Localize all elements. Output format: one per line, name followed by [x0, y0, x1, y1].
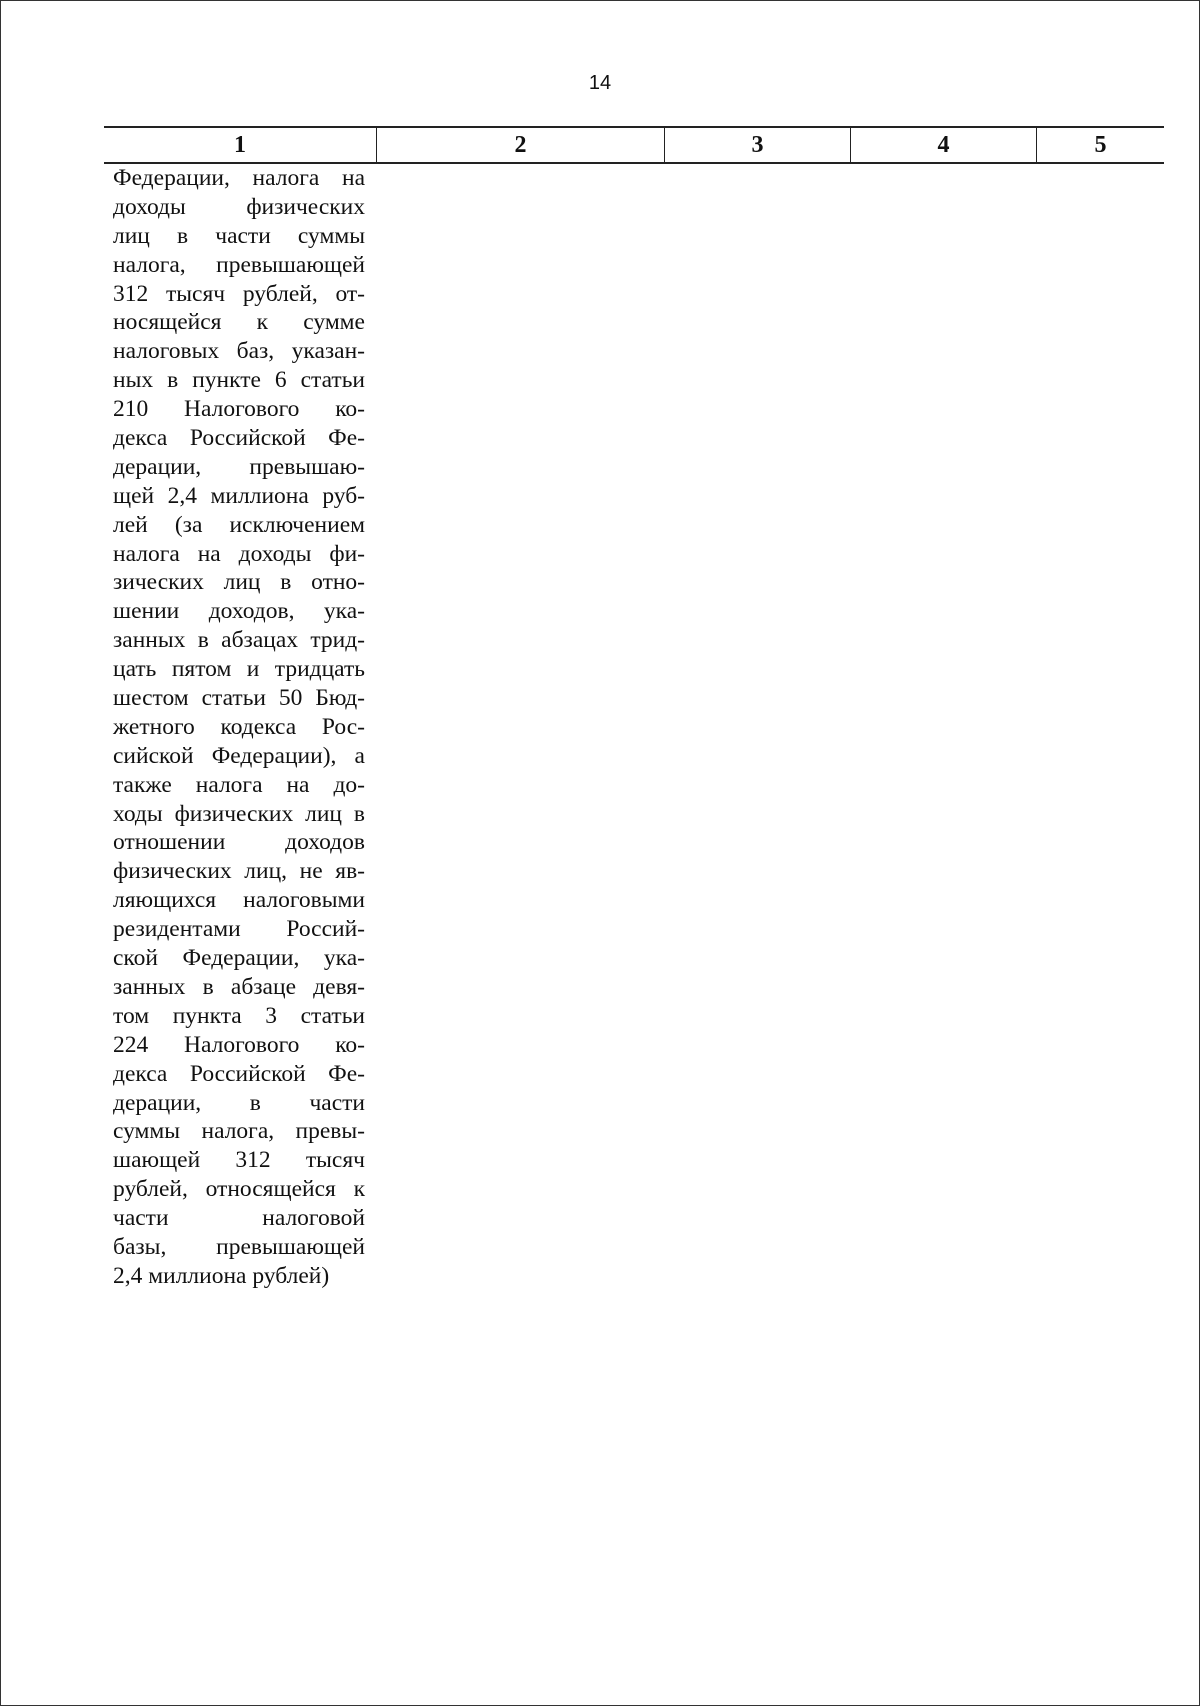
column-1-text [113, 164, 365, 1291]
column-1-line: лей (за исключением [113, 511, 365, 538]
column-1-line: сийской Федерации), а [113, 742, 365, 769]
column-1-line: суммы налога, превы- [113, 1118, 365, 1145]
column-1-line: Федерации, налога на [113, 165, 365, 191]
header-cell-1: 1 [234, 131, 246, 158]
column-1-line: занных в абзаце девя- [113, 973, 365, 1000]
header-cell-2: 2 [376, 128, 664, 162]
column-1-line: части налоговой [113, 1205, 365, 1232]
column-1-line: физических лиц, не яв- [113, 858, 365, 885]
column-1-line: ходы физических лиц в [113, 800, 365, 827]
table-header-row [104, 126, 1164, 164]
column-1-line: зических лиц в отно- [113, 569, 365, 596]
column-1-line: цать пятом и тридцать [113, 656, 365, 683]
column-1-line: том пункта 3 статьи [113, 1002, 365, 1029]
column-1-line: занных в абзацах трид- [113, 627, 365, 654]
column-1-line: также налога на до- [113, 771, 365, 798]
column-1-line: резидентами Россий- [113, 916, 365, 943]
column-1-line: налоговых баз, указан- [113, 338, 365, 365]
column-1-line: шающей 312 тысяч [113, 1147, 365, 1174]
column-1-line: налога на доходы фи- [113, 540, 365, 567]
column-1-line: 210 Налогового ко- [113, 396, 365, 423]
column-1-line: декса Российской Фе- [113, 425, 365, 452]
column-1-line: щей 2,4 миллиона руб- [113, 482, 365, 509]
column-1-line: отношении доходов [113, 829, 365, 856]
column-1-line: 2,4 миллиона рублей) [113, 1262, 330, 1289]
header-cell-3: 3 [664, 128, 850, 162]
header-cell-5: 5 [1036, 128, 1164, 162]
column-1-line: базы, превышающей [113, 1233, 365, 1260]
column-1-line: ской Федерации, ука- [113, 945, 365, 972]
column-1-line: шестом статьи 50 Бюд- [113, 685, 365, 712]
column-1-line: ляющихся налоговыми [113, 887, 365, 914]
column-1-line: рублей, относящейся к [113, 1176, 365, 1203]
column-1-line: 312 тысяч рублей, от- [113, 280, 365, 307]
column-1-line: дерации, в части [113, 1089, 365, 1116]
column-1-line: дерации, превышаю- [113, 453, 365, 480]
column-1-line: носящейся к сумме [113, 309, 365, 336]
column-1-line: ных в пункте 6 статьи [113, 367, 365, 394]
column-1-line: декса Российской Фе- [113, 1060, 365, 1087]
column-1-line: жетного кодекса Рос- [113, 713, 365, 740]
header-cell-4: 4 [850, 128, 1036, 162]
page-number: 14 [588, 72, 612, 94]
column-1-line: налога, превышающей [113, 251, 365, 278]
column-1-line: доходы физических [113, 193, 365, 220]
column-1-line: 224 Налогового ко- [113, 1031, 365, 1058]
column-1-line: шении доходов, ука- [113, 598, 365, 625]
column-1-line: лиц в части суммы [113, 222, 365, 249]
